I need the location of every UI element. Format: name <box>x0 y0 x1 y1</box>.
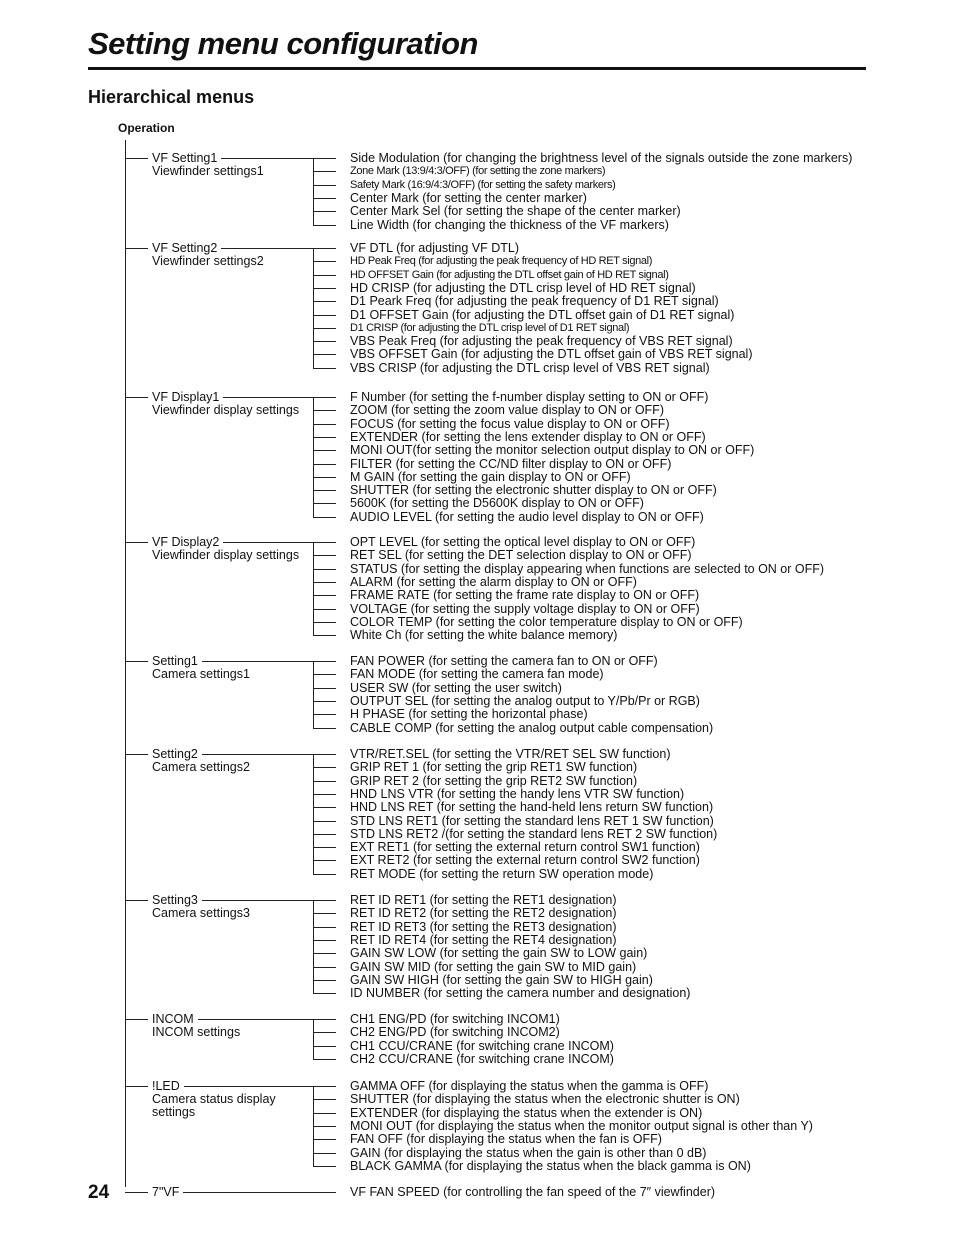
menu-item: RET ID RET4 (for setting the RET4 designation) <box>350 933 617 947</box>
page-number: 24 <box>88 1182 110 1203</box>
item-tick-line <box>313 341 336 342</box>
menu-item: GAIN SW LOW (for setting the gain SW to LOW gain) <box>350 946 648 960</box>
item-tick-line <box>313 490 336 491</box>
menu-item: EXT RET2 (for setting the external return control SW2 function) <box>350 853 700 867</box>
item-tick-line <box>313 609 336 610</box>
item-tick-line <box>313 225 336 226</box>
menu-item: VTR/RET.SEL (for setting the VTR/RET SEL SW function) <box>350 747 671 761</box>
item-tick-line <box>313 794 336 795</box>
menu-group-name: Setting3 <box>152 893 198 907</box>
item-tick-line <box>313 368 336 369</box>
menu-item: CH2 ENG/PD (for switching INCOM2) <box>350 1025 560 1039</box>
menu-item: RET ID RET3 (for setting the RET3 designation) <box>350 920 617 934</box>
group-connector-line <box>202 900 336 901</box>
menu-item: VBS CRISP (for adjusting the DTL crisp level of VBS RET signal) <box>350 361 710 375</box>
menu-group-name: VF Setting1 <box>152 151 218 165</box>
item-tick-line <box>313 555 336 556</box>
menu-item: BLACK GAMMA (for displaying the status when the black gamma is ON) <box>350 1159 751 1173</box>
item-tick-line <box>313 517 336 518</box>
menu-item: GAIN (for displaying the status when the gain is other than 0 dB) <box>350 1146 707 1160</box>
group-connector-line <box>202 754 336 755</box>
menu-group-name: 7"VF <box>152 1185 180 1199</box>
menu-item: RET ID RET1 (for setting the RET1 designation) <box>350 893 617 907</box>
menu-item: Safety Mark (16:9/4:3/OFF) (for setting the safety markers) <box>350 179 616 191</box>
menu-item: MONI OUT(for setting the monitor selection output display to ON or OFF) <box>350 443 755 457</box>
menu-item: FRAME RATE (for setting the frame rate display to ON or OFF) <box>350 588 700 602</box>
tree-branch-line <box>125 542 148 543</box>
group-connector-line <box>202 661 336 662</box>
item-tick-line <box>313 701 336 702</box>
menu-item: HND LNS VTR (for setting the handy lens VTR SW function) <box>350 787 685 801</box>
item-tick-line <box>313 993 336 994</box>
menu-item: RET MODE (for setting the return SW operation mode) <box>350 867 654 881</box>
item-tick-line <box>313 807 336 808</box>
item-tick-line <box>313 674 336 675</box>
menu-item: M GAIN (for setting the gain display to ON or OFF) <box>350 470 631 484</box>
item-tick-line <box>313 1032 336 1033</box>
item-tick-line <box>313 437 336 438</box>
item-tick-line <box>313 569 336 570</box>
menu-item: H PHASE (for setting the horizontal phase) <box>350 707 588 721</box>
menu-item: F Number (for setting the f-number display setting to ON or OFF) <box>350 390 709 404</box>
item-tick-line <box>313 1059 336 1060</box>
menu-group-name: INCOM <box>152 1012 194 1026</box>
menu-item: SHUTTER (for displaying the status when the electronic shutter is ON) <box>350 1092 740 1106</box>
menu-item: STATUS (for setting the display appearing when functions are selected to ON or OFF) <box>350 562 825 576</box>
menu-item: RET SEL (for setting the DET selection display to ON or OFF) <box>350 548 692 562</box>
item-tick-line <box>313 1139 336 1140</box>
item-vertical-line <box>313 397 314 517</box>
menu-group-name: Setting1 <box>152 654 198 668</box>
menu-root-label: Operation <box>118 121 175 135</box>
item-vertical-line <box>313 248 314 368</box>
menu-tree-trunk <box>125 140 126 1187</box>
item-tick-line <box>313 1153 336 1154</box>
item-tick-line <box>313 913 336 914</box>
menu-item: CH1 CCU/CRANE (for switching crane INCOM) <box>350 1039 614 1053</box>
menu-item: GAMMA OFF (for displaying the status when the gamma is OFF) <box>350 1079 709 1093</box>
item-vertical-line <box>313 158 314 225</box>
menu-item: EXT RET1 (for setting the external return control SW1 function) <box>350 840 700 854</box>
menu-group-description: Camera settings1 <box>152 667 250 681</box>
menu-item: GAIN SW HIGH (for setting the gain SW to HIGH gain) <box>350 973 653 987</box>
item-tick-line <box>313 1126 336 1127</box>
menu-group-name: VF Setting2 <box>152 241 218 255</box>
item-tick-line <box>313 464 336 465</box>
menu-item: VBS OFFSET Gain (for adjusting the DTL offset gain of VBS RET signal) <box>350 347 753 361</box>
item-vertical-line <box>313 661 314 728</box>
item-tick-line <box>313 927 336 928</box>
item-tick-line <box>313 940 336 941</box>
item-tick-line <box>313 1046 336 1047</box>
item-tick-line <box>313 450 336 451</box>
tree-branch-line <box>125 248 148 249</box>
menu-item: D1 Peark Freq (for adjusting the peak frequency of D1 RET signal) <box>350 294 719 308</box>
item-tick-line <box>313 967 336 968</box>
menu-item: ALARM (for setting the alarm display to ON or OFF) <box>350 575 637 589</box>
menu-item: RET ID RET2 (for setting the RET2 designation) <box>350 906 617 920</box>
item-tick-line <box>313 275 336 276</box>
menu-item: 5600K (for setting the D5600K display to ON or OFF) <box>350 496 644 510</box>
item-tick-line <box>313 847 336 848</box>
item-tick-line <box>313 477 336 478</box>
menu-item: VOLTAGE (for setting the supply voltage display to ON or OFF) <box>350 602 700 616</box>
menu-item: Center Mark (for setting the center marker) <box>350 191 587 205</box>
item-tick-line <box>313 1166 336 1167</box>
item-tick-line <box>313 582 336 583</box>
item-tick-line <box>313 595 336 596</box>
item-tick-line <box>313 171 336 172</box>
item-tick-line <box>313 860 336 861</box>
menu-item: ID NUMBER (for setting the camera number and designation) <box>350 986 691 1000</box>
item-vertical-line <box>313 754 314 874</box>
item-tick-line <box>313 503 336 504</box>
tree-branch-line <box>125 397 148 398</box>
item-tick-line <box>313 980 336 981</box>
menu-item: AUDIO LEVEL (for setting the audio level display to ON or OFF) <box>350 510 704 524</box>
menu-item: Center Mark Sel (for setting the shape of the center marker) <box>350 204 681 218</box>
tree-branch-line <box>125 1086 148 1087</box>
item-tick-line <box>313 261 336 262</box>
item-tick-line <box>313 185 336 186</box>
group-connector-line <box>223 397 336 398</box>
menu-group-description: Viewfinder settings1 <box>152 164 264 178</box>
menu-item: FAN POWER (for setting the camera fan to ON or OFF) <box>350 654 658 668</box>
menu-item: EXTENDER (for setting the lens extender display to ON or OFF) <box>350 430 706 444</box>
item-tick-line <box>313 328 336 329</box>
menu-group-description: INCOM settings <box>152 1025 241 1039</box>
item-tick-line <box>313 301 336 302</box>
menu-item: COLOR TEMP (for setting the color temperature display to ON or OFF) <box>350 615 743 629</box>
menu-group-description: Viewfinder settings2 <box>152 254 264 268</box>
group-connector-line <box>221 248 336 249</box>
menu-item: HND LNS RET (for setting the hand-held lens return SW function) <box>350 800 714 814</box>
group-connector-line <box>198 1019 336 1020</box>
menu-item: GRIP RET 2 (for setting the grip RET2 SW function) <box>350 774 638 788</box>
tree-branch-line <box>125 1192 148 1193</box>
item-tick-line <box>313 354 336 355</box>
menu-item: SHUTTER (for setting the electronic shutter display to ON or OFF) <box>350 483 717 497</box>
item-tick-line <box>313 688 336 689</box>
menu-item: GRIP RET 1 (for setting the grip RET1 SW function) <box>350 760 638 774</box>
menu-item: White Ch (for setting the white balance memory) <box>350 628 618 642</box>
item-tick-line <box>313 1099 336 1100</box>
item-tick-line <box>313 622 336 623</box>
menu-item: VF FAN SPEED (for controlling the fan speed of the 7″ viewfinder) <box>350 1185 716 1199</box>
menu-item: GAIN SW MID (for setting the gain SW to MID gain) <box>350 960 637 974</box>
menu-group-description: Camera settings3 <box>152 906 250 920</box>
menu-item: HD OFFSET Gain (for adjusting the DTL offset gain of HD RET signal) <box>350 269 669 281</box>
menu-item: CABLE COMP (for setting the analog output cable compensation) <box>350 721 714 735</box>
item-tick-line <box>313 781 336 782</box>
tree-branch-line <box>125 754 148 755</box>
menu-item: MONI OUT (for displaying the status when the monitor output signal is other than Y) <box>350 1119 813 1133</box>
menu-item: OPT LEVEL (for setting the optical level display to ON or OFF) <box>350 535 696 549</box>
menu-item: Side Modulation (for changing the brightness level of the signals outside the zone markers) <box>350 151 853 165</box>
group-connector-line <box>183 1192 336 1193</box>
item-tick-line <box>313 767 336 768</box>
menu-item: HD Peak Freq (for adjusting the peak frequency of HD RET signal) <box>350 255 653 267</box>
menu-item: Line Width (for changing the thickness of the VF markers) <box>350 218 669 232</box>
item-tick-line <box>313 424 336 425</box>
item-tick-line <box>313 288 336 289</box>
menu-item: ZOOM (for setting the zoom value display to ON or OFF) <box>350 403 664 417</box>
menu-item: D1 CRISP (for adjusting the DTL crisp level of D1 RET signal) <box>350 322 630 334</box>
item-vertical-line <box>313 1019 314 1059</box>
menu-item: FILTER (for setting the CC/ND filter display to ON or OFF) <box>350 457 672 471</box>
title-rule <box>88 67 866 70</box>
tree-branch-line <box>125 661 148 662</box>
item-tick-line <box>313 198 336 199</box>
group-connector-line <box>221 158 336 159</box>
menu-group-description: Camera status display settings <box>152 1092 276 1119</box>
menu-item: FAN OFF (for displaying the status when the fan is OFF) <box>350 1132 662 1146</box>
menu-item: VF DTL (for adjusting VF DTL) <box>350 241 520 255</box>
menu-group-name: VF Display1 <box>152 390 220 404</box>
menu-group-name: !LED <box>152 1079 180 1093</box>
item-tick-line <box>313 635 336 636</box>
menu-item: EXTENDER (for displaying the status when the extender is ON) <box>350 1106 703 1120</box>
menu-item: VBS Peak Freq (for adjusting the peak frequency of VBS RET signal) <box>350 334 733 348</box>
menu-item: STD LNS RET2 /(for setting the standard lens RET 2 SW function) <box>350 827 718 841</box>
tree-branch-line <box>125 158 148 159</box>
menu-group-name: Setting2 <box>152 747 198 761</box>
menu-item: Zone Mark (13:9/4:3/OFF) (for setting the zone markers) <box>350 165 606 177</box>
menu-item: FAN MODE (for setting the camera fan mode) <box>350 667 604 681</box>
tree-branch-line <box>125 1019 148 1020</box>
menu-item: D1 OFFSET Gain (for adjusting the DTL offset gain of D1 RET signal) <box>350 308 735 322</box>
item-tick-line <box>313 834 336 835</box>
item-tick-line <box>313 874 336 875</box>
tree-branch-line <box>125 900 148 901</box>
menu-item: OUTPUT SEL (for setting the analog output to Y/Pb/Pr or RGB) <box>350 694 700 708</box>
menu-group-description: Viewfinder display settings <box>152 548 300 562</box>
item-tick-line <box>313 410 336 411</box>
item-tick-line <box>313 728 336 729</box>
menu-item: CH2 CCU/CRANE (for switching crane INCOM) <box>350 1052 614 1066</box>
section-heading: Hierarchical menus <box>88 87 255 107</box>
item-tick-line <box>313 714 336 715</box>
item-tick-line <box>313 211 336 212</box>
menu-group-name: VF Display2 <box>152 535 220 549</box>
menu-item: CH1 ENG/PD (for switching INCOM1) <box>350 1012 560 1026</box>
menu-item: STD LNS RET1 (for setting the standard lens RET 1 SW function) <box>350 814 714 828</box>
group-connector-line <box>223 542 336 543</box>
page-title: Setting menu configuration <box>88 26 478 61</box>
item-tick-line <box>313 821 336 822</box>
menu-item: USER SW (for setting the user switch) <box>350 681 562 695</box>
item-tick-line <box>313 953 336 954</box>
item-tick-line <box>313 1113 336 1114</box>
menu-group-description: Viewfinder display settings <box>152 403 300 417</box>
menu-item: FOCUS (for setting the focus value display to ON or OFF) <box>350 417 670 431</box>
menu-group-description: Camera settings2 <box>152 760 250 774</box>
item-tick-line <box>313 315 336 316</box>
menu-item: HD CRISP (for adjusting the DTL crisp level of HD RET signal) <box>350 281 696 295</box>
